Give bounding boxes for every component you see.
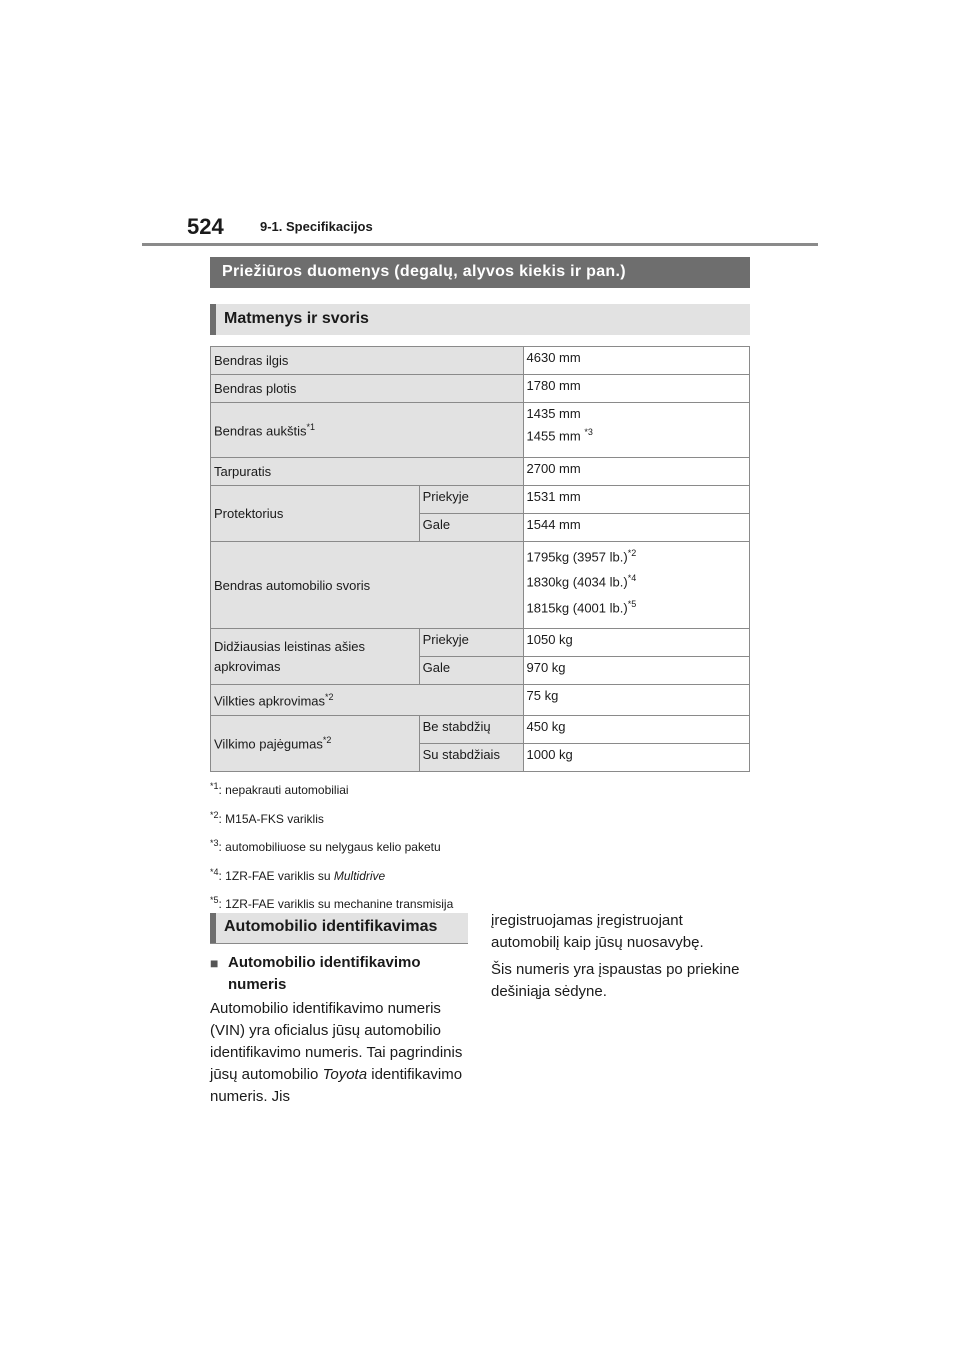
vin-subheading: ■ Automobilio identifikavimo numeris	[210, 954, 421, 993]
overall-length-value: 4630 mm	[523, 347, 750, 375]
identification-heading: Automobilio identifikavimas	[210, 913, 468, 944]
footnote: $^{*3}$: automobiliuose su nelygaus kelio paketu	[210, 838, 441, 855]
axle-capacity-label: Didžiausias leistinas ašies apkrovimas	[211, 629, 420, 685]
tread-front-value: 1531 mm	[523, 486, 750, 514]
gross-weight-value: 1795kg (3957 lb.)$^{*2}$ 1830kg (4034 lb.)$^{*4}$ 1815kg (4001 lb.)$^{*5}$	[523, 542, 750, 629]
tongue-load-value: 75 kg	[523, 685, 750, 716]
table-row	[211, 629, 750, 657]
square-bullet-icon: ■	[210, 955, 219, 971]
footnote: $^{*5}$: 1ZR-FAE variklis su mechanine transmisija	[210, 895, 454, 912]
heading-underline	[210, 943, 468, 944]
towing-capacity-label: Vilkimo pajėgumas$^{*2}$	[211, 716, 420, 772]
tread-rear-label: Gale	[419, 514, 523, 542]
table-row	[211, 375, 750, 403]
dimensions-table	[210, 346, 750, 772]
header-divider	[142, 243, 818, 246]
dimensions-heading: Matmenys ir svoris	[210, 304, 750, 335]
footnote: $^{*2}$: M15A-FKS variklis	[210, 809, 324, 826]
wheelbase-label: Tarpuratis	[211, 458, 524, 486]
paragraph: įregistruojamas įregistruojant automobilį kaip jūsų nuosavybę.	[491, 912, 704, 951]
axle-rear-value: 970 kg	[523, 657, 750, 685]
overall-height-value: 1435 mm 1455 mm $^{*3}$	[523, 403, 750, 458]
overall-width-value: 1780 mm	[523, 375, 750, 403]
towing-brake-label: Su stabdžiais	[419, 744, 523, 772]
wheelbase-value: 2700 mm	[523, 458, 750, 486]
towing-nobrake-label: Be stabdžių	[419, 716, 523, 744]
table-row	[211, 542, 750, 629]
vin-description-left: Automobilio identifikavimo numeris (VIN) yra oficialus jūsų automobilio identifikavimo numeris. Tai pagrindinis jūsų automobilio Toyota identifikavimo numeris. Jis	[210, 1000, 463, 1105]
axle-front-value: 1050 kg	[523, 629, 750, 657]
tread-front-label: Priekyje	[419, 486, 523, 514]
tread-label: Protektorius	[211, 486, 420, 542]
table-row	[211, 716, 750, 744]
gross-weight-label: Bendras automobilio svoris	[211, 542, 524, 629]
paragraph: Šis numeris yra įspaustas po priekine dešiniąja sėdyne.	[491, 961, 740, 1000]
table-row	[211, 458, 750, 486]
overall-length-label: Bendras ilgis	[211, 347, 524, 375]
main-heading: Priežiūros duomenys (degalų, alyvos kiekis ir pan.)	[210, 257, 750, 288]
axle-front-label: Priekyje	[419, 629, 523, 657]
vin-description-right	[491, 910, 751, 1003]
footnote: $^{*1}$: nepakrauti automobiliai	[210, 781, 349, 797]
table-row	[211, 347, 750, 375]
table-row	[211, 685, 750, 716]
footnotes	[210, 774, 453, 917]
towing-brake-value: 1000 kg	[523, 744, 750, 772]
tongue-load-label: Vilkties apkrovimas$^{*2}$	[211, 685, 524, 716]
table-row	[211, 486, 750, 514]
overall-height-label: Bendras aukštis$^{*1}$	[211, 403, 524, 458]
page-number: 524	[187, 214, 224, 239]
tread-rear-value: 1544 mm	[523, 514, 750, 542]
overall-width-label: Bendras plotis	[211, 375, 524, 403]
towing-nobrake-value: 450 kg	[523, 716, 750, 744]
footnote: $^{*4}$: 1ZR-FAE variklis su Multidrive	[210, 866, 386, 883]
section-title: 9-1. Specifikacijos	[260, 219, 373, 234]
axle-rear-label: Gale	[419, 657, 523, 685]
table-row	[211, 403, 750, 458]
